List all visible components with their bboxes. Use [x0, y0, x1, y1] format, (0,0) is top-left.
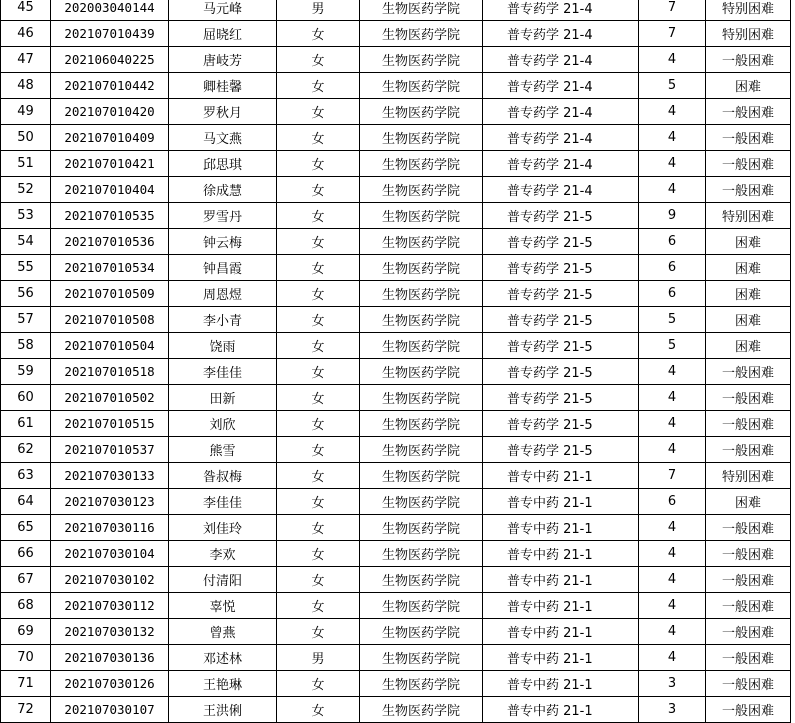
- cell-student-id: 202107030104: [51, 541, 169, 567]
- cell-college: 生物医药学院: [360, 151, 483, 177]
- cell-college: 生物医药学院: [360, 437, 483, 463]
- cell-class: 普专药学 21-5: [483, 281, 639, 307]
- cell-name: 辜悦: [169, 593, 277, 619]
- cell-score: 4: [639, 99, 706, 125]
- cell-index: 48: [1, 73, 51, 99]
- cell-name: 周恩煜: [169, 281, 277, 307]
- cell-gender: 女: [277, 567, 360, 593]
- cell-class: 普专中药 21-1: [483, 489, 639, 515]
- cell-college: 生物医药学院: [360, 229, 483, 255]
- cell-gender: 女: [277, 619, 360, 645]
- table-row: [1, 697, 791, 723]
- cell-name: 曾燕: [169, 619, 277, 645]
- cell-index: 52: [1, 177, 51, 203]
- cell-name: 刘欣: [169, 411, 277, 437]
- table-row: [1, 411, 791, 437]
- table-row: [1, 593, 791, 619]
- table-row: [1, 489, 791, 515]
- table-row: [1, 151, 791, 177]
- cell-score: 4: [639, 593, 706, 619]
- cell-college: 生物医药学院: [360, 593, 483, 619]
- cell-name: 李佳佳: [169, 359, 277, 385]
- cell-index: 69: [1, 619, 51, 645]
- cell-score: 4: [639, 645, 706, 671]
- cell-name: 田新: [169, 385, 277, 411]
- cell-college: 生物医药学院: [360, 307, 483, 333]
- table-row: [1, 0, 791, 21]
- cell-college: 生物医药学院: [360, 203, 483, 229]
- cell-name: 唐岐芳: [169, 47, 277, 73]
- cell-name: 饶雨: [169, 333, 277, 359]
- cell-college: 生物医药学院: [360, 671, 483, 697]
- table-row: [1, 177, 791, 203]
- cell-class: 普专药学 21-4: [483, 0, 639, 21]
- cell-student-id: 202107010502: [51, 385, 169, 411]
- cell-name: 付清阳: [169, 567, 277, 593]
- cell-class: 普专药学 21-4: [483, 47, 639, 73]
- cell-score: 4: [639, 515, 706, 541]
- cell-level: 一般困难: [706, 47, 791, 73]
- cell-college: 生物医药学院: [360, 619, 483, 645]
- cell-level: 一般困难: [706, 697, 791, 723]
- table-row: [1, 463, 791, 489]
- cell-class: 普专药学 21-4: [483, 21, 639, 47]
- cell-student-id: 202107010536: [51, 229, 169, 255]
- cell-college: 生物医药学院: [360, 281, 483, 307]
- cell-name: 罗雪丹: [169, 203, 277, 229]
- cell-college: 生物医药学院: [360, 489, 483, 515]
- cell-college: 生物医药学院: [360, 385, 483, 411]
- cell-index: 72: [1, 697, 51, 723]
- cell-score: 5: [639, 333, 706, 359]
- cell-gender: 女: [277, 333, 360, 359]
- cell-score: 9: [639, 203, 706, 229]
- cell-name: 徐成慧: [169, 177, 277, 203]
- cell-name: 钟昌霞: [169, 255, 277, 281]
- cell-score: 3: [639, 671, 706, 697]
- cell-student-id: 202107030123: [51, 489, 169, 515]
- cell-score: 5: [639, 73, 706, 99]
- cell-class: 普专药学 21-5: [483, 255, 639, 281]
- cell-index: 70: [1, 645, 51, 671]
- cell-name: 罗秋月: [169, 99, 277, 125]
- cell-gender: 女: [277, 359, 360, 385]
- cell-class: 普专中药 21-1: [483, 619, 639, 645]
- table-row: [1, 567, 791, 593]
- table-row: [1, 619, 791, 645]
- cell-gender: 女: [277, 593, 360, 619]
- cell-score: 6: [639, 281, 706, 307]
- cell-score: 4: [639, 359, 706, 385]
- table-row: [1, 255, 791, 281]
- cell-college: 生物医药学院: [360, 73, 483, 99]
- cell-gender: 女: [277, 411, 360, 437]
- cell-level: 一般困难: [706, 385, 791, 411]
- cell-index: 60: [1, 385, 51, 411]
- cell-college: 生物医药学院: [360, 515, 483, 541]
- cell-student-id: 202107010518: [51, 359, 169, 385]
- cell-class: 普专中药 21-1: [483, 697, 639, 723]
- table-row: [1, 125, 791, 151]
- cell-student-id: 202107010537: [51, 437, 169, 463]
- cell-gender: 女: [277, 697, 360, 723]
- cell-index: 64: [1, 489, 51, 515]
- cell-level: 一般困难: [706, 125, 791, 151]
- cell-level: 特别困难: [706, 203, 791, 229]
- cell-student-id: 202107030112: [51, 593, 169, 619]
- cell-score: 4: [639, 567, 706, 593]
- cell-level: 一般困难: [706, 593, 791, 619]
- cell-class: 普专药学 21-5: [483, 411, 639, 437]
- cell-index: 56: [1, 281, 51, 307]
- cell-index: 58: [1, 333, 51, 359]
- cell-score: 6: [639, 229, 706, 255]
- cell-index: 66: [1, 541, 51, 567]
- cell-student-id: 202106040225: [51, 47, 169, 73]
- cell-gender: 女: [277, 125, 360, 151]
- cell-name: 马元峰: [169, 0, 277, 21]
- cell-class: 普专药学 21-4: [483, 73, 639, 99]
- cell-class: 普专药学 21-5: [483, 359, 639, 385]
- cell-level: 一般困难: [706, 359, 791, 385]
- cell-gender: 女: [277, 437, 360, 463]
- cell-college: 生物医药学院: [360, 125, 483, 151]
- cell-score: 6: [639, 255, 706, 281]
- cell-gender: 女: [277, 463, 360, 489]
- cell-gender: 女: [277, 255, 360, 281]
- cell-class: 普专中药 21-1: [483, 541, 639, 567]
- cell-level: 特别困难: [706, 463, 791, 489]
- cell-student-id: 202003040144: [51, 0, 169, 21]
- cell-student-id: 202107010420: [51, 99, 169, 125]
- cell-level: 困难: [706, 333, 791, 359]
- table-row: [1, 203, 791, 229]
- cell-student-id: 202107030132: [51, 619, 169, 645]
- cell-gender: 男: [277, 645, 360, 671]
- cell-gender: 女: [277, 671, 360, 697]
- cell-college: 生物医药学院: [360, 47, 483, 73]
- table-row: [1, 359, 791, 385]
- cell-score: 4: [639, 151, 706, 177]
- cell-college: 生物医药学院: [360, 697, 483, 723]
- cell-level: 一般困难: [706, 151, 791, 177]
- cell-gender: 女: [277, 541, 360, 567]
- cell-student-id: 202107030107: [51, 697, 169, 723]
- cell-college: 生物医药学院: [360, 99, 483, 125]
- cell-class: 普专药学 21-4: [483, 151, 639, 177]
- cell-student-id: 202107030102: [51, 567, 169, 593]
- cell-college: 生物医药学院: [360, 567, 483, 593]
- cell-gender: 男: [277, 0, 360, 21]
- cell-student-id: 202107010442: [51, 73, 169, 99]
- cell-gender: 女: [277, 229, 360, 255]
- cell-score: 4: [639, 437, 706, 463]
- cell-name: 王艳琳: [169, 671, 277, 697]
- cell-college: 生物医药学院: [360, 411, 483, 437]
- cell-level: 特别困难: [706, 21, 791, 47]
- cell-student-id: 202107010404: [51, 177, 169, 203]
- table-row: [1, 21, 791, 47]
- table-row: [1, 645, 791, 671]
- cell-class: 普专中药 21-1: [483, 567, 639, 593]
- cell-gender: 女: [277, 489, 360, 515]
- cell-score: 7: [639, 463, 706, 489]
- cell-level: 一般困难: [706, 567, 791, 593]
- cell-score: 4: [639, 619, 706, 645]
- cell-index: 46: [1, 21, 51, 47]
- cell-student-id: 202107010509: [51, 281, 169, 307]
- cell-class: 普专药学 21-5: [483, 385, 639, 411]
- cell-level: 特别困难: [706, 0, 791, 21]
- cell-class: 普专药学 21-5: [483, 333, 639, 359]
- cell-level: 一般困难: [706, 541, 791, 567]
- cell-college: 生物医药学院: [360, 21, 483, 47]
- cell-level: 一般困难: [706, 437, 791, 463]
- cell-class: 普专药学 21-5: [483, 203, 639, 229]
- cell-college: 生物医药学院: [360, 359, 483, 385]
- cell-student-id: 202107010439: [51, 21, 169, 47]
- cell-level: 一般困难: [706, 411, 791, 437]
- cell-score: 6: [639, 489, 706, 515]
- cell-score: 3: [639, 697, 706, 723]
- cell-score: 4: [639, 541, 706, 567]
- table-body: [1, 0, 791, 723]
- cell-name: 刘佳玲: [169, 515, 277, 541]
- cell-gender: 女: [277, 47, 360, 73]
- cell-score: 4: [639, 47, 706, 73]
- cell-student-id: 202107030136: [51, 645, 169, 671]
- cell-student-id: 202107010508: [51, 307, 169, 333]
- cell-level: 困难: [706, 489, 791, 515]
- cell-level: 困难: [706, 307, 791, 333]
- cell-student-id: 202107010515: [51, 411, 169, 437]
- cell-college: 生物医药学院: [360, 333, 483, 359]
- cell-name: 李小青: [169, 307, 277, 333]
- cell-index: 71: [1, 671, 51, 697]
- cell-score: 7: [639, 21, 706, 47]
- cell-score: 4: [639, 385, 706, 411]
- cell-student-id: 202107010534: [51, 255, 169, 281]
- cell-class: 普专中药 21-1: [483, 645, 639, 671]
- cell-class: 普专药学 21-5: [483, 307, 639, 333]
- cell-student-id: 202107010421: [51, 151, 169, 177]
- cell-gender: 女: [277, 281, 360, 307]
- cell-gender: 女: [277, 515, 360, 541]
- cell-level: 一般困难: [706, 619, 791, 645]
- table-row: [1, 437, 791, 463]
- cell-name: 钟云梅: [169, 229, 277, 255]
- cell-name: 邱思琪: [169, 151, 277, 177]
- cell-name: 屈晓红: [169, 21, 277, 47]
- cell-index: 47: [1, 47, 51, 73]
- cell-index: 67: [1, 567, 51, 593]
- cell-name: 马文燕: [169, 125, 277, 151]
- cell-college: 生物医药学院: [360, 0, 483, 21]
- cell-level: 一般困难: [706, 645, 791, 671]
- table-row: [1, 541, 791, 567]
- cell-class: 普专药学 21-5: [483, 229, 639, 255]
- table-row: [1, 671, 791, 697]
- cell-index: 53: [1, 203, 51, 229]
- cell-gender: 女: [277, 151, 360, 177]
- cell-level: 困难: [706, 73, 791, 99]
- cell-student-id: 202107030126: [51, 671, 169, 697]
- cell-class: 普专中药 21-1: [483, 515, 639, 541]
- cell-name: 熊雪: [169, 437, 277, 463]
- cell-level: 一般困难: [706, 99, 791, 125]
- cell-index: 54: [1, 229, 51, 255]
- cell-class: 普专中药 21-1: [483, 593, 639, 619]
- table-row: [1, 99, 791, 125]
- cell-index: 61: [1, 411, 51, 437]
- cell-class: 普专药学 21-5: [483, 437, 639, 463]
- cell-college: 生物医药学院: [360, 177, 483, 203]
- cell-gender: 女: [277, 99, 360, 125]
- cell-index: 45: [1, 0, 51, 21]
- table-row: [1, 385, 791, 411]
- cell-index: 62: [1, 437, 51, 463]
- cell-gender: 女: [277, 73, 360, 99]
- cell-score: 5: [639, 307, 706, 333]
- cell-score: 4: [639, 411, 706, 437]
- cell-score: 4: [639, 177, 706, 203]
- cell-index: 51: [1, 151, 51, 177]
- table-row: [1, 515, 791, 541]
- cell-index: 59: [1, 359, 51, 385]
- cell-index: 68: [1, 593, 51, 619]
- cell-name: 卿桂馨: [169, 73, 277, 99]
- cell-student-id: 202107010504: [51, 333, 169, 359]
- cell-index: 65: [1, 515, 51, 541]
- cell-name: 王洪俐: [169, 697, 277, 723]
- cell-level: 一般困难: [706, 177, 791, 203]
- cell-student-id: 202107010409: [51, 125, 169, 151]
- cell-level: 一般困难: [706, 515, 791, 541]
- cell-college: 生物医药学院: [360, 463, 483, 489]
- cell-index: 63: [1, 463, 51, 489]
- cell-college: 生物医药学院: [360, 255, 483, 281]
- cell-score: 4: [639, 125, 706, 151]
- cell-level: 一般困难: [706, 671, 791, 697]
- cell-student-id: 202107010535: [51, 203, 169, 229]
- table-row: [1, 307, 791, 333]
- cell-gender: 女: [277, 203, 360, 229]
- cell-index: 49: [1, 99, 51, 125]
- cell-index: 50: [1, 125, 51, 151]
- cell-class: 普专中药 21-1: [483, 463, 639, 489]
- cell-name: 李欢: [169, 541, 277, 567]
- cell-name: 昝叔梅: [169, 463, 277, 489]
- table-row: [1, 47, 791, 73]
- cell-class: 普专中药 21-1: [483, 671, 639, 697]
- cell-name: 邓述林: [169, 645, 277, 671]
- cell-index: 55: [1, 255, 51, 281]
- cell-college: 生物医药学院: [360, 541, 483, 567]
- table-row: [1, 333, 791, 359]
- cell-class: 普专药学 21-4: [483, 125, 639, 151]
- cell-college: 生物医药学院: [360, 645, 483, 671]
- cell-class: 普专药学 21-4: [483, 177, 639, 203]
- cell-student-id: 202107030133: [51, 463, 169, 489]
- table-row: [1, 281, 791, 307]
- cell-gender: 女: [277, 385, 360, 411]
- cell-level: 困难: [706, 281, 791, 307]
- cell-class: 普专药学 21-4: [483, 99, 639, 125]
- cell-gender: 女: [277, 177, 360, 203]
- cell-gender: 女: [277, 21, 360, 47]
- cell-gender: 女: [277, 307, 360, 333]
- cell-level: 困难: [706, 255, 791, 281]
- table-row: [1, 73, 791, 99]
- table-row: [1, 229, 791, 255]
- cell-level: 困难: [706, 229, 791, 255]
- cell-score: 7: [639, 0, 706, 21]
- cell-name: 李佳佳: [169, 489, 277, 515]
- cell-student-id: 202107030116: [51, 515, 169, 541]
- cell-index: 57: [1, 307, 51, 333]
